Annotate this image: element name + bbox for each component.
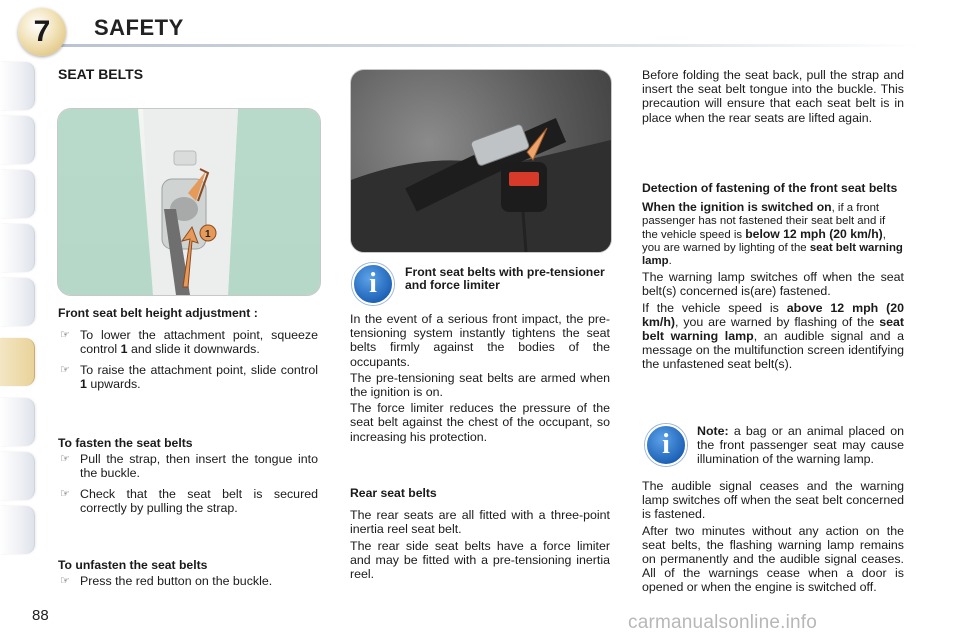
paragraph: The force limiter reduces the pressure of the seat belt against the chest of the occupant, so increasing his protection. (350, 401, 610, 444)
pretensioner-body (350, 312, 610, 446)
chapter-tab[interactable] (0, 224, 35, 272)
list-item: ☞ Pull the strap, then insert the tongue into the buckle. (60, 452, 318, 481)
height-adjust-block (58, 306, 318, 393)
chapter-tabs (0, 62, 34, 582)
paragraph: After two minutes without any action on the seat belts, the flashing warning lamp remains on permanently and the audible signal ceases. All of the warnings cease when a door is opened or when the engine is switched off. (642, 523, 904, 595)
pretensioner-title: Front seat belts with pre-tensioner and force limiter (405, 265, 605, 292)
list-item: ☞ To lower the attachment point, squeeze control 1 and slide it downwards. (60, 328, 318, 357)
pointing-hand-icon: ☞ (60, 487, 70, 500)
paragraph: The pre-tensioning seat belts are armed when the ignition is on. (350, 370, 610, 400)
belt-height-illustration (58, 109, 320, 295)
note-text: a bag or an animal placed on the front passenger seat may cause illumination of the warning lamp. (697, 424, 904, 467)
right-body (642, 479, 904, 597)
pointing-hand-icon: ☞ (60, 363, 70, 376)
paragraph: The rear side seat belts have a force limiter and may be fitted with a pre-tensioning inertia reel. (350, 538, 610, 582)
height-adjust-title: Front seat belt height adjustment : (58, 306, 258, 320)
page-number: 88 (32, 607, 49, 624)
unfasten-title: To unfasten the seat belts (58, 558, 208, 572)
list-item: ☞ Check that the seat belt is secured correctly by pulling the strap. (60, 486, 318, 515)
header-rule (60, 44, 920, 47)
list-item: ☞ Press the red button on the buckle. (60, 574, 273, 589)
paragraph: The rear seats are all fitted with a three-point inertia reel seat belt. (350, 508, 610, 537)
belt-height-adjust-photo (57, 108, 321, 296)
chapter-number-badge: 7 (18, 8, 66, 56)
paragraph: If the vehicle speed is above 12 mph (20 km/h), you are warned by flashing of the seat belt warning lamp, an audible signal and a message on the multifunction screen identifying the unfastened seat belt(s). (642, 300, 904, 372)
pointing-hand-icon: ☞ (60, 575, 70, 588)
rear-belts-block (350, 486, 610, 583)
fasten-title: To fasten the seat belts (58, 436, 193, 450)
chapter-tab-active[interactable] (0, 338, 35, 386)
chapter-tab[interactable] (0, 170, 35, 218)
section-title: SEAT BELTS (58, 66, 144, 82)
control-1-label: 1 (205, 229, 211, 240)
detection-block (642, 181, 904, 374)
chapter-tab[interactable] (0, 398, 35, 446)
note-block (697, 424, 904, 467)
paragraph: The audible signal ceases and the warning lamp switches off when the seat belt concerned is fastened. (642, 479, 904, 522)
note-label: Note: (697, 424, 729, 438)
list-item: ☞ To raise the attachment point, slide control 1 upwards. (60, 362, 318, 391)
unfasten-block (58, 558, 320, 590)
seat-belt-buckle-photo (350, 69, 612, 253)
detection-title: Detection of fastening of the front seat belts (642, 181, 898, 195)
paragraph: When the ignition is switched on, if a front passenger has not fastened their seat belt and if the vehicle speed is below 12 mph (20 km/h), you are warned by lighting of the seat belt warning lamp. (642, 200, 903, 268)
chapter-tab[interactable] (0, 452, 35, 500)
rear-belts-title: Rear seat belts (350, 486, 437, 500)
paragraph: The warning lamp switches off when the seat belt(s) concerned is(are) fastened. (642, 270, 904, 299)
page-title: SAFETY (94, 15, 184, 40)
buckle-illustration (351, 70, 611, 252)
watermark: carmanualsonline.info (628, 612, 818, 633)
chapter-tab[interactable] (0, 62, 35, 110)
chapter-tab[interactable] (0, 278, 35, 326)
info-icon: i (352, 263, 394, 305)
chapter-tab[interactable] (0, 116, 35, 164)
pointing-hand-icon: ☞ (60, 329, 70, 342)
pointing-hand-icon: ☞ (60, 453, 70, 466)
fold-seat-paragraph: Before folding the seat back, pull the strap and insert the seat belt tongue into the buckle. This precaution will ensure that each seat belt is in place when the rear seats are lifted again. (642, 68, 904, 125)
chapter-tab[interactable] (0, 506, 35, 554)
info-icon: i (645, 424, 687, 466)
fasten-block (58, 436, 318, 517)
paragraph: In the event of a serious front impact, the pre-tensioning system instantly tightens the seat belts firmly against the bodies of the occupants. (350, 312, 610, 369)
